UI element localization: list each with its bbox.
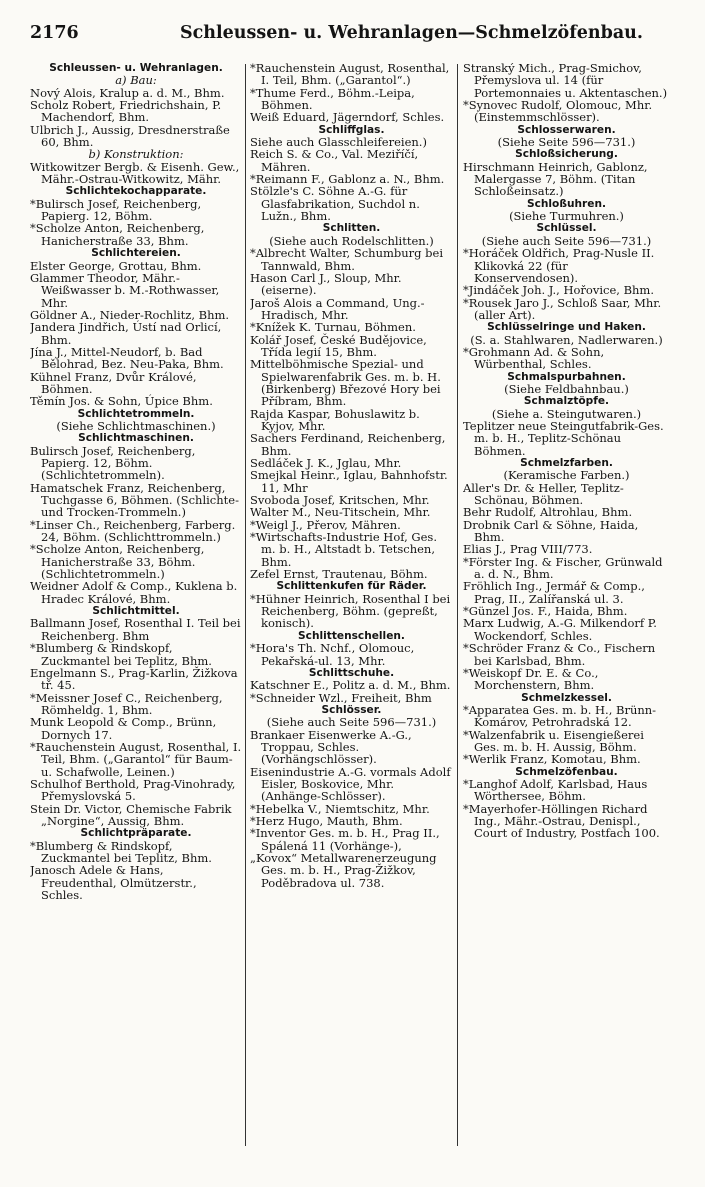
directory-entry: Sachers Ferdinand, Reichenberg, Bhm. [250,431,446,458]
directory-entry: *Hora's Th. Nchf., Olomouc, Pekařská-ul. 13, Mhr. [250,641,415,668]
directory-entry: Brankaer Eisenwerke A.-G., Troppau, Schles. (Vorhängschlösser). [250,727,412,767]
directory-entry: Eisenindustrie A.-G. vormals Adolf Eisler, Boskovice, Mhr. (Anhänge-Schlösser). [250,764,451,804]
directory-column-middle [250,62,453,1152]
directory-entry: *Bulirsch Josef, Reichenberg, Papierg. 12, Böhm. [30,196,202,224]
directory-entry: Svoboda Josef, Kritschen, Mhr. [250,493,430,508]
category-subheading: a) Bau: [115,73,157,88]
category-heading: Schmelzkessel. [521,691,612,704]
see-reference: (Siehe auch Rodelschlitten.) [269,233,434,248]
page-header [30,20,690,46]
directory-entry: *Hebelka V., Niemtschitz, Mhr. [250,801,430,816]
directory-entry: Rajda Kaspar, Bohuslawitz b. Kyjov, Mhr. [250,406,420,433]
directory-entry: Elster George, Grottau, Bhm. [30,258,202,273]
directory-entry: Nový Alois, Kralup a. d. M., Bhm. [30,85,225,100]
directory-entry: Hason Carl J., Sloup, Mhr. (eiserne). [250,270,402,298]
see-reference: (S. a. Stahlwaren, Nadlerwaren.) [470,332,663,347]
directory-entry: *Apparatea Ges. m. b. H., Brünn-Komárov, Petrohradská 12. [463,702,657,730]
directory-entry: *Günzel Jos. F., Haida, Bhm. [463,604,628,619]
directory-entry: Zefel Ernst, Trautenau, Böhm. [250,567,428,582]
directory-entry: *Weigl J., Přerov, Mähren. [250,517,401,532]
page-number: 2176 [30,23,79,43]
directory-entry: Katschner E., Politz a. d. M., Bhm. [250,678,451,693]
directory-entry: *Weiskopf Dr. E. & Co., Morchenstern, Bhm. [463,665,599,693]
see-reference: (Siehe Schlichtmaschinen.) [56,418,216,433]
category-heading: Schlittschuhe. [308,666,395,679]
directory-entry: Walter M., Neu-Titschein, Mhr. [250,505,431,520]
category-heading: Schlichtmaschinen. [78,432,194,445]
directory-entry: Siehe auch Glasschleifereien.) [250,135,427,150]
directory-entry: *Förster Ing. & Fischer, Grünwald a. d. N., Bhm. [463,554,663,582]
directory-entry: Stranský Mich., Prag-Smichov, Přemyslova ul. 14 (für Portemonnaies u. Aktentaschen.) [463,62,668,100]
category-heading: Schlichtereien. [91,247,181,260]
directory-entry: *Linser Ch., Reichenberg, Farberg. 24, Böhm. (Schlichttrommeln.) [30,517,236,545]
directory-entry: Elias J., Prag VIII/773. [463,542,593,557]
running-title: Schleussen- u. Wehranlagen—Schmelzöfenbau. [180,23,643,43]
directory-entry: Reich S. & Co., Val. Meziříčí, Mähren. [250,147,419,174]
see-reference: (Keramische Farben.) [503,468,630,483]
category-heading: Schlichtekochapparate. [65,185,207,198]
directory-entry: *Knížek K. Turnau, Böhmen. [250,320,416,335]
category-heading: Schlichtmittel. [92,605,180,618]
directory-entry: Aller's Dr. & Heller, Teplitz-Schönau, Böhmen. [463,480,624,508]
directory-entry: Teplitzer neue Steingutfabrik-Ges. m. b. H., Teplitz-Schönau Böhmen. [463,418,664,458]
category-heading: Schloßuhren. [526,197,607,210]
directory-entry: Stein Dr. Victor, Chemische Fabrik „Norgine“, Aussig, Bhm. [30,801,232,828]
directory-entry: Stölzle's C. Söhne A.-G. für Glasfabrikation, Suchdol n. Lužn., Bhm. [250,184,420,224]
directory-entry: Jína J., Mittel-Neudorf, b. Bad Bělohrad, Bez. Neu-Paka, Bhm. [30,344,224,372]
directory-entry: *Horáček Oldřich, Prag-Nusle II. Klikovká 22 (für Konservendosen). [463,246,655,285]
directory-entry: *Blumberg & Rindskopf, Zuckmantel bei Teplitz, Bhm. [30,641,212,668]
directory-entry: *Scholze Anton, Reichenberg, Hanicherstraße 33, Bhm. [30,221,205,248]
directory-entry: Jandera Jindřich, Ústí nad Orlicí, Bhm. [30,320,222,347]
directory-entry: Weiß Eduard, Jägerndorf, Schles. [250,110,445,125]
directory-entry: Ulbrich J., Aussig, Dresdnerstraße 60, Bhm. [30,122,230,150]
see-reference: (Siehe Seite 596—731.) [497,135,636,150]
directory-entry: Scholz Robert, Friedrichshain, P. Machendorf, Bhm. [30,98,222,125]
directory-entry: *Rauchenstein August, Rosenthal, I. Teil, Bhm. („Garantol“ für Baum- u. Schafwolle, Leinen.) [30,739,242,779]
directory-entry: *Jindáček Joh. J., Hořovice, Bhm. [463,283,654,298]
directory-entry: Kolář Josef, České Budějovice, Třída legií 15, Bhm. [250,332,427,359]
directory-entry: *Albrecht Walter, Schumburg bei Tannwald, Bhm. [250,246,444,273]
see-reference: (Siehe Feldbahnbau.) [504,381,629,396]
category-heading: Schlittenkufen für Räder. [276,580,427,593]
category-heading: Schleussen- u. Wehranlagen. [49,62,223,74]
see-reference: (Siehe auch Seite 596—731.) [266,715,437,730]
directory-entry: Ballmann Josef, Rosenthal I. Teil bei Reichenberg. Bhm [30,616,241,643]
directory-entry: Hamatschek Franz, Reichenberg, Tuchgasse 6, Böhmen. (Schlichte- und Trocken-Trommeln.) [30,480,239,520]
directory-entry: *Inventor Ges. m. b. H., Prag II., Spálená 11 (Vorhänge-), [250,826,440,853]
column-divider [245,64,246,1146]
directory-column-right [463,62,670,1152]
category-subheading: b) Konstruktion: [88,147,184,162]
directory-entry: Kühnel Franz, Dvůr Králové, Böhmen. [30,369,197,396]
directory-entry: *Wirtschafts-Industrie Hof, Ges. m. b. H., Altstadt b. Tetschen, Bhm. [250,530,437,569]
column-divider [457,64,458,1146]
directory-entry: Witkowitzer Bergb. & Eisenh. Gew., Mähr.-Ostrau-Witkowitz, Mähr. [30,159,240,187]
directory-entry: *Rauchenstein August, Rosenthal, I. Teil, Bhm. („Garantol“.) [250,62,450,88]
category-heading: Schmalztöpfe. [523,395,610,408]
category-heading: Schliffglas. [318,123,385,136]
directory-entry: Hirschmann Heinrich, Gablonz, Malergasse 7, Böhm. (Titan Schloßeinsatz.) [463,159,648,199]
directory-entry: Mittelböhmische Spezial- und Spielwarenfabrik Ges. m. b. H. (Birkenberg) Březové Hory bei Příbram, Bhm. [250,357,441,409]
category-heading: Schlüsselringe und Haken. [487,321,646,334]
directory-entry: Schulhof Berthold, Prag-Vinohrady, Přemyslovská 5. [30,776,236,804]
directory-entry: *Thume Ferd., Böhm.-Leipa, Böhmen. [250,85,415,113]
category-heading: Schmalspurbahnen. [507,370,626,383]
directory-entry: *Rousek Jaro J., Schloß Saar, Mhr. (aller Art). [463,295,662,322]
directory-entry: Fröhlich Ing., Jermář & Comp., Prag, II., Zalířanská ul. 3. [463,579,645,606]
directory-entry: Engelmann S., Prag-Karlin, Žižkova tř. 45. [30,665,238,693]
directory-entry: *Walzenfabrik u. Eisengießerei Ges. m. b. H. Aussig, Böhm. [463,727,644,754]
directory-entry: *Grohmann Ad. & Sohn, Würbenthal, Schles. [463,344,605,372]
directory-entry: Marx Ludwig, A.-G. Milkendorf P. Wockendorf, Schles. [463,616,657,643]
category-heading: Schmelzfarben. [520,457,613,469]
category-heading: Schlüssel. [536,222,597,235]
directory-entry: Bulirsch Josef, Reichenberg, Papierg. 12, Böhm. (Schlichtetrommeln). [30,443,196,483]
directory-entry: Jaroš Alois a Command, Ung.-Hradisch, Mhr. [250,295,425,322]
directory-entry: Behr Rudolf, Altrohlau, Bhm. [463,505,633,520]
directory-entry: „Kovox“ Metallwarenerzeugung Ges. m. b. H., Prag-Žižkov, Poděbradova ul. 738. [250,851,437,890]
directory-entry: *Scholze Anton, Reichenberg, Hanicherstraße 33, Böhm. (Schlichtetrommeln.) [30,542,205,582]
category-heading: Schlosserwaren. [517,123,616,136]
directory-entry: *Herz Hugo, Mauth, Bhm. [250,813,403,828]
directory-entry: *Schröder Franz & Co., Fischern bei Karlsbad, Bhm. [463,641,656,668]
category-heading: Schloßsicherung. [515,148,618,161]
category-heading: Schlitten. [322,222,381,235]
see-reference: (Siehe auch Seite 596—731.) [481,233,652,248]
category-heading: Schlichtpräparate. [80,827,192,840]
directory-entry: *Mayerhofer-Höllingen Richard Ing., Mähr.-Ostrau, Denispl., Court of Industry, Postfach 100. [463,801,660,841]
category-heading: Schlittenschellen. [298,629,405,642]
directory-entry: *Hühner Heinrich, Rosenthal I bei Reichenberg, Böhm. (gepreßt, konisch). [250,591,451,631]
see-reference: (Siehe a. Steingutwaren.) [491,406,642,421]
directory-entry: *Synovec Rudolf, Olomouc, Mhr. (Einstemmschlösser). [463,98,653,125]
directory-entry: Munk Leopold & Comp., Brünn, Dornych 17. [30,715,217,742]
directory-entry: Janosch Adele & Hans, Freudenthal, Olmützerstr., Schles. [30,863,197,903]
directory-entry: *Reimann F., Gablonz a. N., Bhm. [250,172,445,187]
directory-entry: *Werlik Franz, Komotau, Bhm. [463,752,641,767]
category-heading: Schlichtetrommeln. [77,407,195,420]
directory-entry: Smejkal Heinr., Iglau, Bahnhofstr. 11, Mhr [250,468,448,495]
see-reference: (Siehe Turmuhren.) [509,209,624,224]
directory-entry: *Blumberg & Rindskopf, Zuckmantel bei Teplitz, Bhm. [30,838,212,865]
category-heading: Schlösser. [321,703,382,716]
directory-entry: *Langhof Adolf, Karlsbad, Haus Wörthersee, Böhm. [463,776,648,804]
directory-entry: Weidner Adolf & Comp., Kuklena b. Hradec Králové, Bhm. [30,579,238,606]
directory-column-left [30,62,242,1152]
directory-entry: Drobnik Carl & Söhne, Haida, Bhm. [463,517,639,545]
directory-entry: Glammer Theodor, Mähr.-Weißwasser b. M.-Rothwasser, Mhr. [30,270,220,310]
directory-entry: Sedláček J. K., Jglau, Mhr. [250,456,402,470]
directory-entry: Těmín Jos. & Sohn, Úpice Bhm. [30,394,213,409]
directory-entry: *Schneider Wzl., Freiheit, Bhm [250,690,432,705]
directory-entry: *Meissner Josef C., Reichenberg, Römheldg. 1, Bhm. [30,690,223,717]
directory-entry: Göldner A., Nieder-Rochlitz, Bhm. [30,307,230,322]
category-heading: Schmelzöfenbau. [515,765,618,778]
